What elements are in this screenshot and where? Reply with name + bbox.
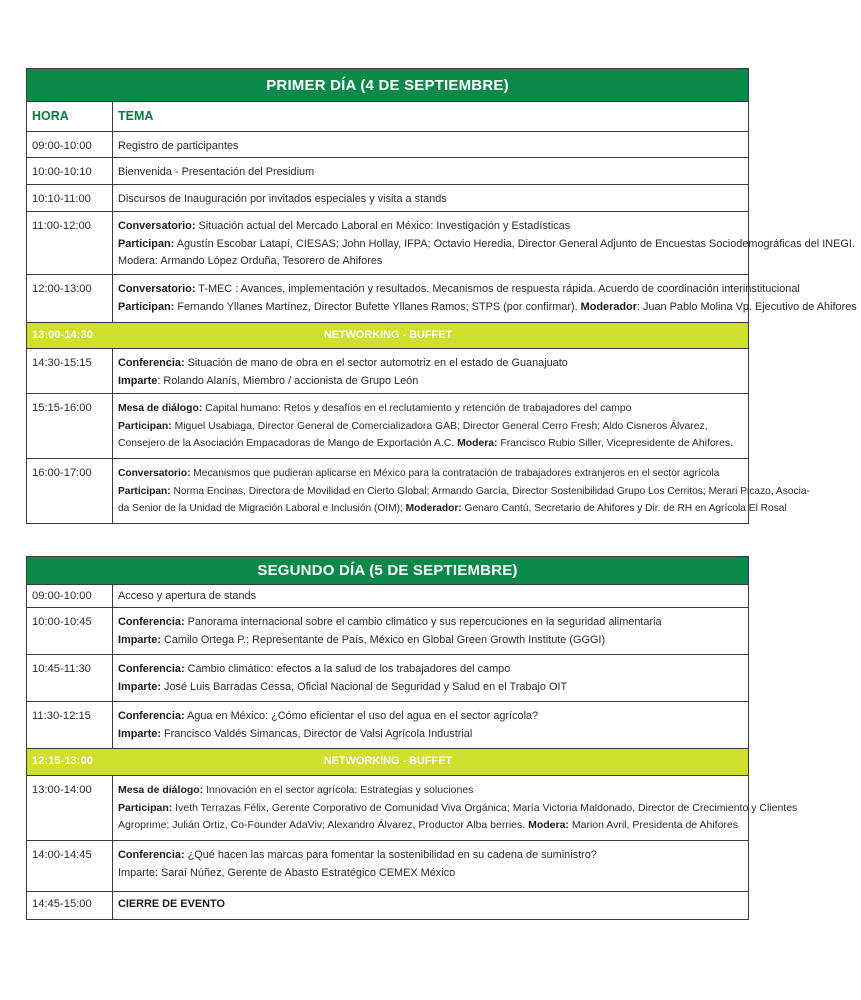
topic-line: Modera: Armando López Orduña, Tesorero de Ahifores bbox=[118, 255, 383, 267]
topic-label: Conversatorio: bbox=[118, 220, 196, 232]
topic-text: Camilo Ortega P.; Representante de País, México en Global Green Growth Institute (GGGI) bbox=[160, 633, 606, 646]
table-row bbox=[27, 607, 748, 654]
day1-schedule-table bbox=[26, 68, 857, 524]
topic-text: Situación actual del Mercado Laboral en México: Investigación y Estadísticas bbox=[195, 220, 571, 232]
row-time: 13:00-14:30 bbox=[32, 329, 93, 341]
topic-text: Agua en México: ¿Cómo eficientar el uso del agua en el sector agrícola? bbox=[184, 710, 539, 722]
topic-line bbox=[118, 465, 810, 483]
topic-text: Agustín Escobar Latapí, CIESAS; John Hollay, IFPA; Octavio Heredia, Director General Adjunto de Encuestas Sociodemográficas del INEGI. bbox=[174, 237, 855, 250]
topic-line bbox=[118, 817, 797, 835]
table-row bbox=[27, 157, 748, 184]
topic-text: Francisco Valdés Simancas, Director de Valsi Agrícola Industrial bbox=[160, 727, 473, 740]
closing-label: CIERRE DE EVENTO bbox=[118, 898, 225, 910]
topic-text: da Senior de la Unidad de Migración Laboral e Inclusión (OIM); bbox=[118, 503, 406, 514]
topic-line bbox=[118, 483, 810, 501]
row-time: 12:00-13:00 bbox=[27, 275, 113, 322]
topic-line bbox=[118, 400, 744, 418]
topic-text: Cambio climático: efectos a la salud de los trabajadores del campo bbox=[184, 663, 511, 675]
table-row bbox=[27, 701, 748, 748]
table-row bbox=[27, 458, 810, 523]
row-topic bbox=[113, 608, 748, 654]
topic-text: Francisco Rubio Siller, Vicepresidente de Ahifores. bbox=[497, 438, 733, 449]
table-row bbox=[27, 393, 748, 458]
networking-label: NETWORKING - BUFFET bbox=[323, 755, 453, 767]
row-topic bbox=[113, 394, 748, 458]
topic-label: Conferencia: bbox=[118, 616, 185, 628]
topic-line bbox=[118, 614, 744, 632]
topic-text: Acceso y apertura de stands bbox=[118, 590, 257, 602]
table-row bbox=[27, 348, 748, 393]
table-row bbox=[27, 891, 748, 919]
topic-label: Mesa de diálogo: bbox=[118, 403, 203, 414]
table-row bbox=[27, 131, 748, 157]
row-time: 11:00-12:00 bbox=[27, 212, 113, 274]
row-topic bbox=[113, 349, 748, 393]
topic-line bbox=[118, 847, 744, 865]
row-topic bbox=[113, 275, 861, 322]
row-topic bbox=[113, 212, 859, 274]
topic-line: Imparte: Saraí Núñez, Gerente de Abasto Estratégico CEMEX México bbox=[118, 866, 456, 879]
topic-line bbox=[118, 373, 744, 391]
topic-text: Registro de participantes bbox=[118, 140, 239, 152]
topic-label: Conversatorio: bbox=[118, 468, 191, 479]
topic-text: Mecanismos que pudieran aplicarse en México para la contratación de trabajadores extranjeros en el sector agrícola bbox=[190, 468, 720, 479]
topic-text: José Luis Barradas Cessa, Oficial Nacional de Seguridad y Salud en el Trabajo OIT bbox=[160, 680, 568, 693]
topic-text: Norma Encinas, Directora de Movilidad en Cierto Global; Armando García, Director Sostenibilidad Grupo Los Cerritos; Merari Picazo, Asocia- bbox=[170, 485, 810, 497]
topic-text: Consejero de la Asociación Empacadoras de Mango de Exportación A.C. bbox=[118, 438, 458, 449]
table-row bbox=[27, 274, 857, 322]
topic-text: Discursos de Inauguración por invitados especiales y visita a stands bbox=[118, 193, 447, 205]
topic-text: T-MEC : Avances, implementación y resultados. Mecanismos de respuesta rápida. Acuerdo de coordinación interinstitucional bbox=[195, 283, 800, 295]
row-topic bbox=[113, 702, 748, 748]
topic-label: Modera: bbox=[457, 438, 498, 449]
networking-row bbox=[27, 748, 748, 775]
topic-line bbox=[118, 708, 744, 726]
row-time: 10:10-11:00 bbox=[27, 185, 113, 211]
topic-label: Conferencia: bbox=[118, 663, 185, 675]
row-time: 14:45-15:00 bbox=[27, 892, 113, 919]
topic-text: : Juan Pablo Molina Vp. Ejecutivo de Ahifores bbox=[636, 300, 857, 313]
topic-label: Modera: bbox=[528, 819, 569, 831]
row-time: 10:45-11:30 bbox=[27, 655, 113, 701]
row-topic bbox=[113, 585, 748, 607]
row-time: 13:00-14:00 bbox=[27, 776, 113, 840]
topic-label: Conversatorio: bbox=[118, 283, 196, 295]
topic-label: Participan: bbox=[118, 420, 172, 432]
row-time: 09:00-10:00 bbox=[27, 585, 113, 607]
topic-text: Miguel Usabiaga, Director General de Comercializadora GAB; Director General Cerro Fresh; Aldo Cisneros Álvarez, bbox=[171, 420, 708, 432]
topic-label: Imparte: bbox=[118, 727, 161, 740]
row-time: 10:00-10:10 bbox=[27, 158, 113, 184]
topic-label: Imparte bbox=[118, 374, 158, 387]
networking-row bbox=[27, 322, 748, 348]
topic-text: Fernando Yllanes Martínez, Director Bufette Yllanes Ramos; STPS (por confirmar). bbox=[174, 300, 581, 313]
row-time: 12:15-13:00 bbox=[32, 755, 93, 767]
topic-label: Conferencia: bbox=[118, 849, 185, 861]
row-topic bbox=[113, 841, 748, 891]
topic-line bbox=[118, 661, 744, 679]
table-row bbox=[27, 775, 798, 840]
topic-label: Conferencia: bbox=[118, 710, 185, 722]
topic-label: Participan: bbox=[118, 485, 171, 497]
topic-text: Bienvenida - Presentación del Presidium bbox=[118, 166, 315, 178]
row-time: 09:00-10:00 bbox=[27, 132, 113, 157]
topic-text: Iveth Terrazas Félix, Gerente Corporativo de Comunidad Viva Orgánica; María Victoria Maldonado, Director de Crecimiento y Clientes bbox=[172, 801, 798, 814]
col-tema: TEMA bbox=[118, 109, 154, 123]
row-time: 10:00-10:45 bbox=[27, 608, 113, 654]
day1-title: PRIMER DÍA (4 DE SEPTIEMBRE) bbox=[27, 69, 748, 101]
row-topic bbox=[113, 655, 748, 701]
row-time: 15:15-16:00 bbox=[27, 394, 113, 458]
table-row bbox=[27, 584, 748, 607]
topic-label: Imparte: bbox=[118, 633, 161, 646]
row-time: 16:00-17:00 bbox=[27, 459, 113, 523]
row-topic bbox=[113, 459, 814, 523]
row-time: 14:30-15:15 bbox=[27, 349, 113, 393]
topic-text: Panorama internacional sobre el cambio climático y sus repercuciones en la seguridad alimentaria bbox=[184, 616, 662, 628]
topic-label: Participan: bbox=[118, 300, 175, 313]
row-time: 14:00-14:45 bbox=[27, 841, 113, 891]
topic-label: Conferencia: bbox=[118, 357, 185, 369]
topic-label: Participan: bbox=[118, 801, 173, 814]
row-topic bbox=[113, 892, 748, 919]
table-row bbox=[27, 840, 748, 891]
topic-text: Innovación en el sector agrícola: Estrategias y soluciones bbox=[203, 784, 474, 796]
row-topic bbox=[113, 776, 801, 840]
topic-label: Mesa de diálogo: bbox=[118, 784, 204, 796]
topic-text: Capital humano: Retos y desafíos en el reclutamiento y retención de trabajadores del campo bbox=[202, 403, 632, 414]
moderator-label: Moderador bbox=[580, 300, 637, 313]
topic-label: Imparte: bbox=[118, 680, 161, 693]
topic-line bbox=[118, 355, 744, 373]
table-row bbox=[27, 184, 748, 211]
row-topic bbox=[113, 185, 748, 211]
topic-line bbox=[118, 679, 744, 697]
topic-line bbox=[118, 500, 810, 518]
topic-line bbox=[118, 632, 744, 650]
day2-schedule-table bbox=[26, 556, 798, 920]
topic-text: Genaro Cantú, Secretario de Ahifores y Dir. de RH en Agrícola El Rosal bbox=[461, 503, 787, 514]
topic-line bbox=[118, 418, 744, 436]
topic-label: Participan: bbox=[118, 237, 175, 250]
topic-text: Situación de mano de obra en el sector automotriz en el estado de Guanajuato bbox=[184, 357, 568, 369]
topic-line bbox=[118, 435, 744, 453]
topic-label: Moderador: bbox=[405, 503, 462, 514]
topic-line bbox=[118, 782, 797, 800]
topic-line bbox=[118, 218, 855, 236]
day2-title: SEGUNDO DÍA (5 DE SEPTIEMBRE) bbox=[27, 557, 748, 584]
topic-line bbox=[118, 236, 855, 254]
topic-text: ¿Qué hacen las marcas para fomentar la sostenibilidad en su cadena de suministro? bbox=[184, 849, 597, 861]
topic-text: : Rolando Alanís, Miembro / accionista de Grupo León bbox=[157, 374, 419, 387]
table-row bbox=[27, 654, 748, 701]
col-hora: HORA bbox=[27, 102, 113, 131]
topic-line bbox=[118, 281, 857, 299]
networking-label: NETWORKING - BUFFET bbox=[323, 329, 453, 341]
table-row bbox=[27, 211, 855, 274]
row-time: 11:30-12:15 bbox=[27, 702, 113, 748]
topic-line bbox=[118, 726, 744, 744]
table-header bbox=[27, 101, 748, 131]
row-topic bbox=[113, 158, 748, 184]
topic-line bbox=[118, 800, 797, 818]
row-topic bbox=[113, 132, 748, 157]
topic-text: Marion Avril, Presidenta de Ahifores bbox=[568, 819, 738, 831]
topic-text: Agroprime; Julián Ortiz, Co-Founder AdaViv; Alexandro Álvarez, Productor Alba berries. bbox=[118, 819, 529, 831]
topic-line bbox=[118, 299, 857, 317]
